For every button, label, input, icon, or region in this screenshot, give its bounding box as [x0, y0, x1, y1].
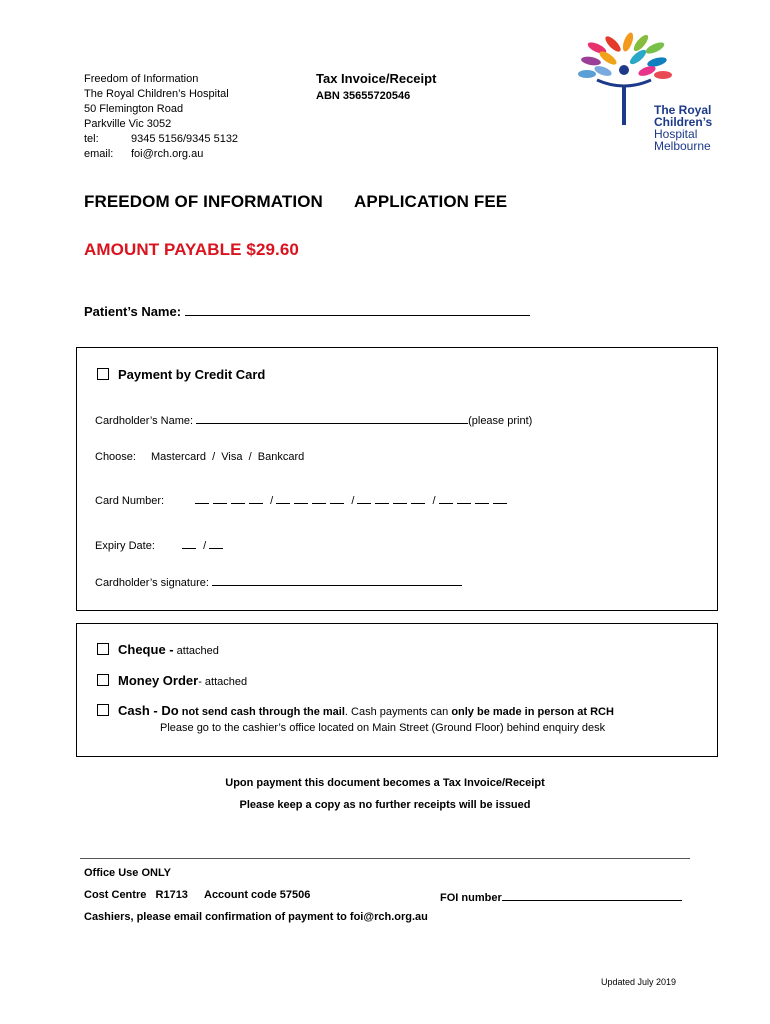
patient-name-field[interactable] — [185, 301, 530, 316]
foi-number-row — [440, 889, 682, 904]
card-number-separator: / — [432, 495, 436, 507]
card-number-row — [95, 494, 511, 509]
logo-line-3: Hospital — [654, 127, 698, 141]
money-order-row — [97, 673, 247, 688]
invoice-title: Tax Invoice/Receipt — [316, 71, 437, 86]
keep-copy-notice: Please keep a copy as no further receipts will be issued — [239, 799, 531, 811]
card-type-row — [95, 450, 304, 465]
expiry-separator: / — [203, 540, 207, 552]
card-number-separator: / — [270, 495, 274, 507]
title-left: FREEDOM OF INFORMATION — [84, 192, 323, 211]
patient-name-row — [84, 301, 530, 319]
tax-invoice-notice: Upon payment this document becomes a Tax Invoice/Receipt — [225, 777, 545, 789]
cash-in-person: only be made in person at RCH — [451, 706, 614, 718]
foi-number-label: FOI number — [440, 892, 502, 904]
cardholder-name-label: Cardholder’s Name: — [95, 415, 194, 427]
rch-logo — [575, 30, 735, 153]
card-number-group-1[interactable] — [195, 495, 267, 507]
please-print-note: (please print) — [468, 415, 533, 427]
email-value: foi@rch.org.au — [131, 148, 204, 160]
tel-label: tel: — [84, 133, 99, 145]
email-line — [84, 147, 314, 162]
cheque-note: attached — [173, 645, 219, 657]
cash-label: Cash - Do — [118, 703, 179, 718]
cardholder-name-row — [95, 413, 532, 429]
credit-card-checkbox[interactable] — [97, 368, 109, 380]
cash-row — [97, 703, 614, 718]
telephone-line — [84, 132, 314, 147]
signature-label: Cardholder’s signature: — [95, 577, 209, 589]
expiry-month-field[interactable] — [182, 539, 196, 549]
cheque-checkbox[interactable] — [97, 643, 109, 655]
cheque-row — [97, 642, 219, 657]
office-use-heading: Office Use ONLY — [84, 867, 172, 879]
address-line-2: The Royal Children’s Hospital — [84, 88, 229, 100]
address-line-1: Freedom of Information — [84, 73, 199, 85]
logo-line-4: Melbourne — [654, 139, 711, 153]
card-number-group-4[interactable] — [439, 495, 511, 507]
sender-address — [84, 72, 314, 162]
credit-card-section — [76, 347, 718, 611]
logo-line-1: The Royal — [654, 103, 712, 117]
cashiers-instruction: Cashiers, please email confirmation of payment to foi@rch.org.au — [84, 911, 428, 923]
money-order-checkbox[interactable] — [97, 674, 109, 686]
logo-text — [654, 104, 712, 152]
cashier-location-note: Please go to the cashier’s office located on Main Street (Ground Floor) behind enquiry desk — [160, 722, 606, 734]
cost-centre: Cost Centre R1713 — [84, 889, 188, 901]
foi-number-field[interactable] — [502, 889, 682, 901]
address-line-3: 50 Flemington Road — [84, 103, 184, 115]
money-order-note: - attached — [198, 676, 248, 688]
address-line-4: Parkville Vic 3052 — [84, 118, 172, 130]
card-number-group-2[interactable] — [276, 495, 348, 507]
expiry-row — [95, 539, 227, 554]
credit-card-heading — [97, 367, 265, 382]
cash-checkbox[interactable] — [97, 704, 109, 716]
title-right: APPLICATION FEE — [354, 192, 508, 211]
updated-date: Updated July 2019 — [601, 977, 677, 987]
office-divider — [80, 858, 690, 859]
credit-card-heading-label: Payment by Credit Card — [118, 367, 266, 382]
card-number-separator: / — [351, 495, 355, 507]
amount-payable: AMOUNT PAYABLE $29.60 — [84, 240, 299, 259]
card-number-group-3[interactable] — [357, 495, 429, 507]
other-payment-section — [76, 623, 718, 757]
email-label: email: — [84, 148, 114, 160]
cardholder-name-field[interactable] — [196, 413, 468, 424]
money-order-label: Money Order — [118, 673, 199, 688]
patient-name-label: Patient’s Name: — [84, 304, 182, 319]
expiry-year-field[interactable] — [209, 539, 223, 549]
signature-row — [95, 575, 462, 591]
card-type-options[interactable]: Mastercard / Visa / Bankcard — [151, 451, 305, 463]
cash-warning: not send cash through the mail — [178, 706, 345, 718]
choose-label: Choose: — [95, 451, 136, 463]
cash-mid-text: . Cash payments can — [344, 706, 452, 718]
logo-line-2: Children’s — [654, 115, 713, 129]
abn: ABN 35655720546 — [316, 90, 411, 102]
cheque-label: Cheque - — [118, 642, 174, 657]
card-number-label: Card Number: — [95, 495, 165, 507]
account-code: Account code 57506 — [204, 889, 311, 901]
expiry-label: Expiry Date: — [95, 540, 155, 552]
tel-value: 9345 5156/9345 5132 — [131, 133, 239, 145]
signature-field[interactable] — [212, 575, 462, 586]
